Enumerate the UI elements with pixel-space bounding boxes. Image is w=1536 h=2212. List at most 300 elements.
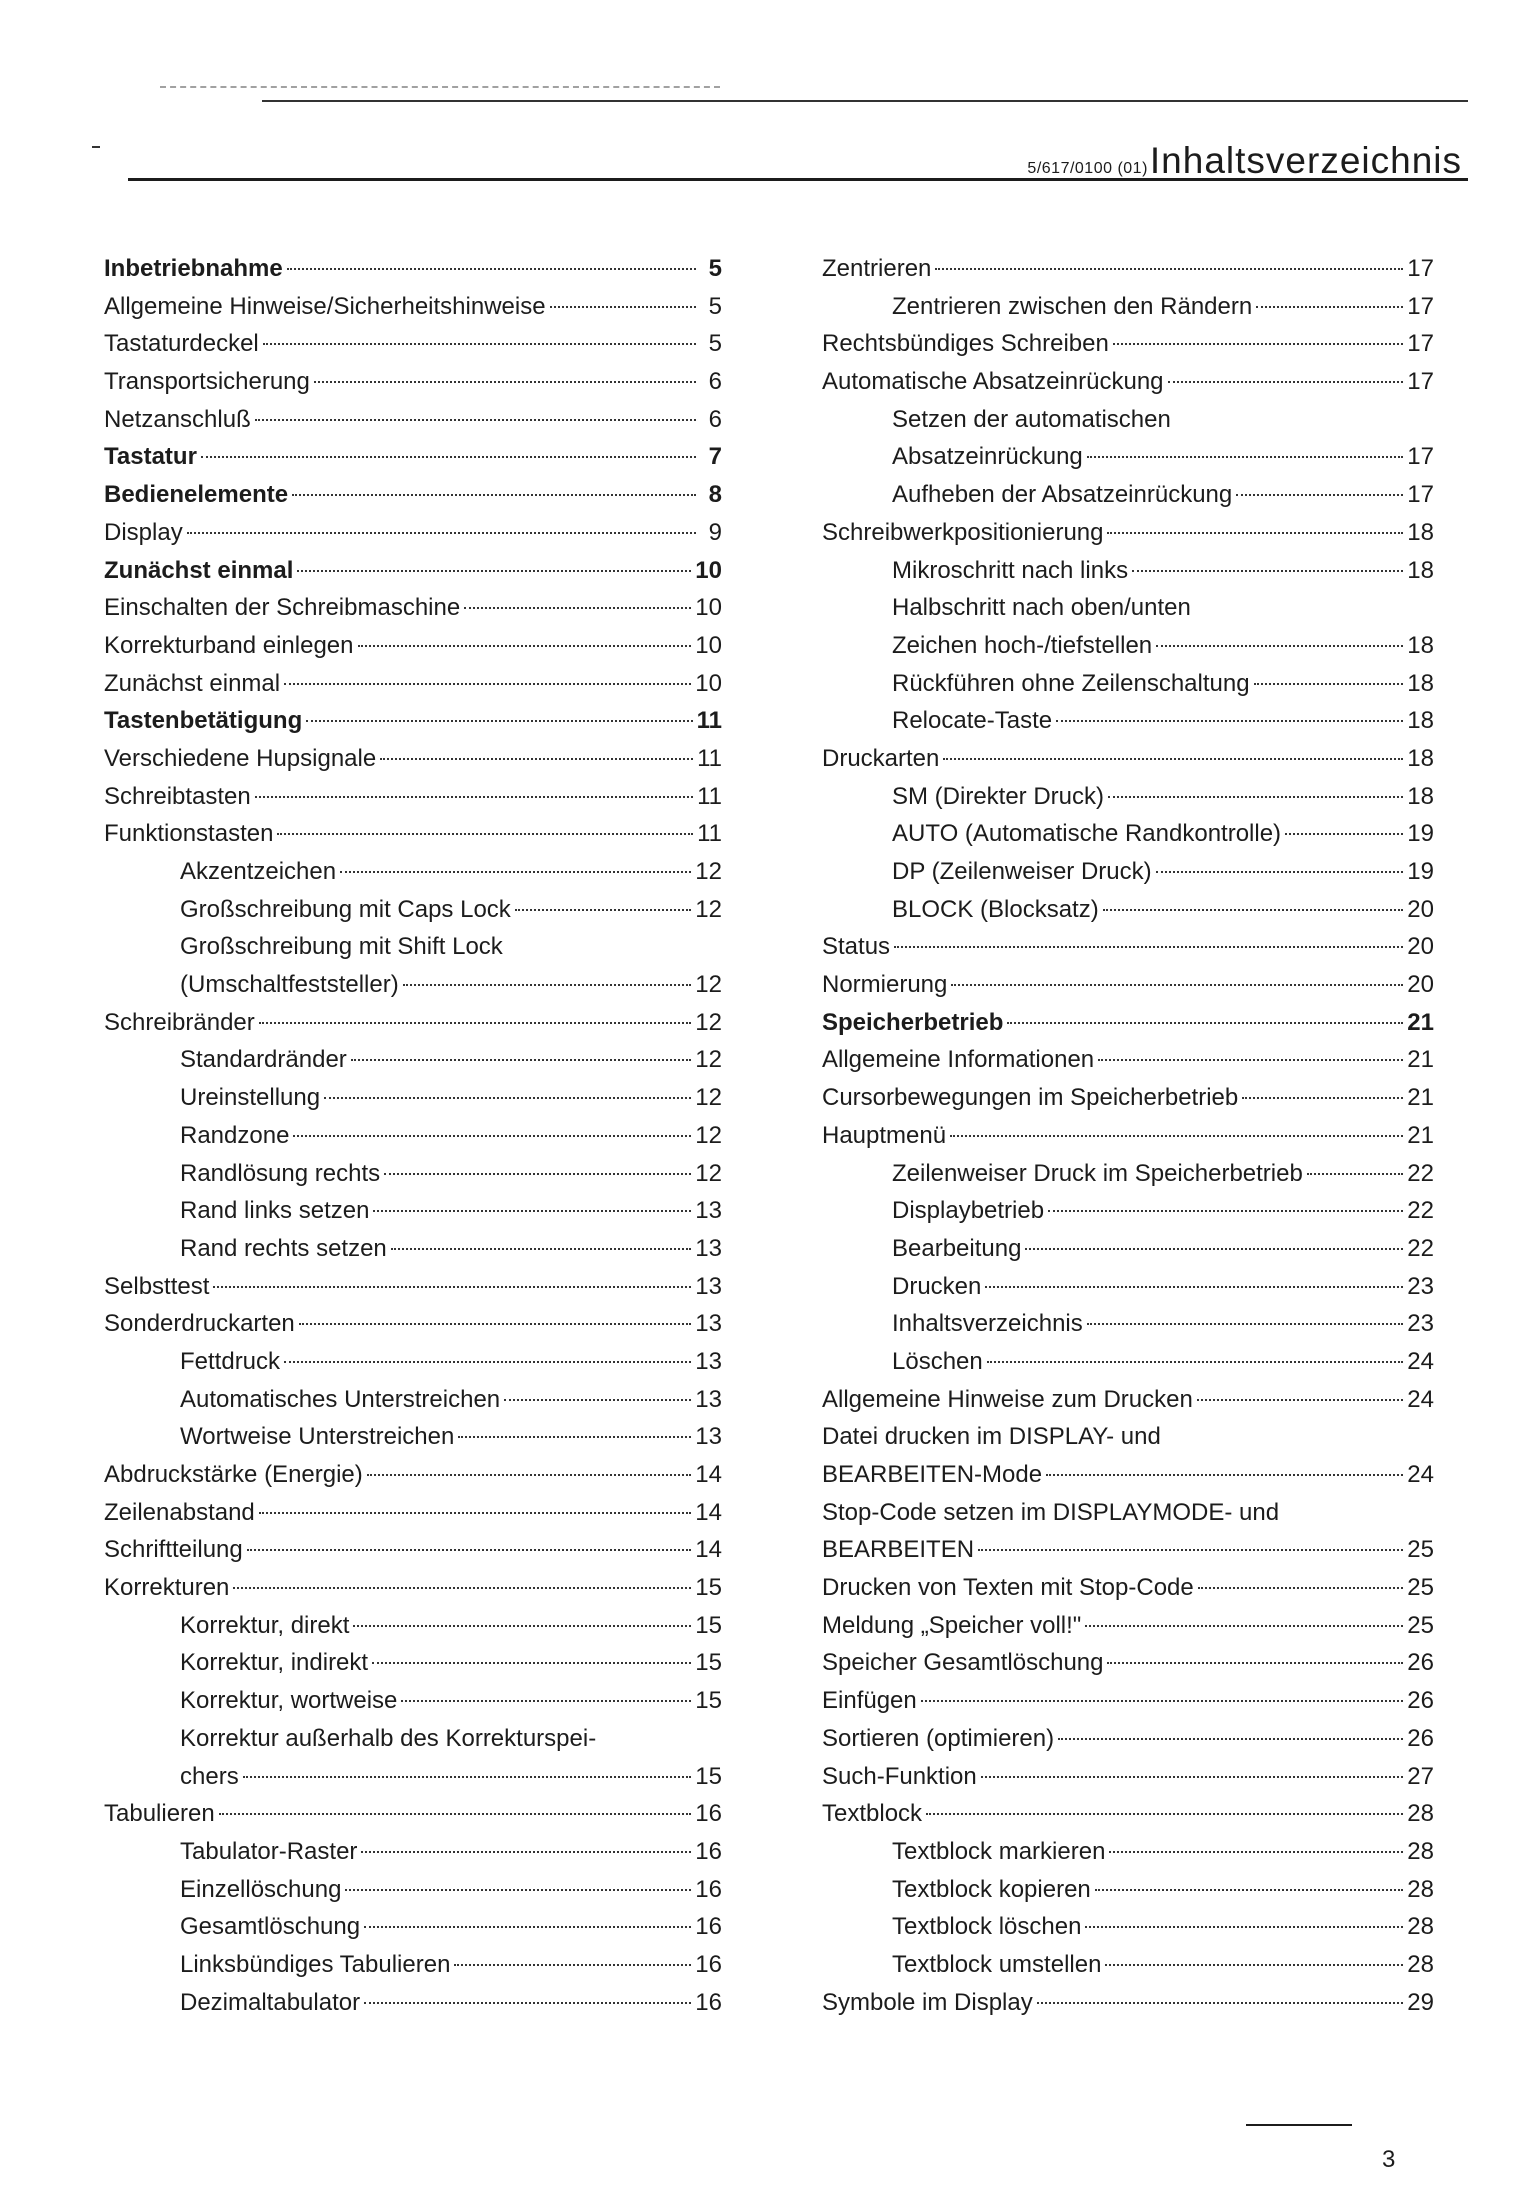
toc-leader-dots xyxy=(372,1662,691,1664)
toc-entry xyxy=(104,665,722,703)
toc-entry xyxy=(104,1041,722,1079)
toc-leader-dots xyxy=(1085,1926,1403,1928)
toc-entry-page: 8 xyxy=(708,481,722,509)
footer-rule xyxy=(1246,2124,1352,2126)
toc-leader-dots xyxy=(401,1700,691,1702)
toc-entry-page: 21 xyxy=(1407,1046,1434,1074)
toc-leader-dots xyxy=(1242,1097,1403,1099)
toc-entry xyxy=(104,476,722,514)
toc-entry xyxy=(104,1381,722,1419)
toc-entry-page: 25 xyxy=(1407,1611,1434,1639)
toc-leader-dots xyxy=(353,1625,691,1627)
toc-leader-dots xyxy=(1087,456,1404,458)
toc-entry-label: SM (Direkter Druck) xyxy=(892,782,1105,810)
toc-leader-dots xyxy=(284,1361,691,1363)
toc-entry-page: 17 xyxy=(1407,368,1434,396)
toc-entry-label: Zeichen hoch-/tiefstellen xyxy=(892,631,1153,659)
toc-leader-dots xyxy=(515,909,692,911)
toc-entry-page: 19 xyxy=(1407,820,1434,848)
toc-entry-page: 16 xyxy=(695,1837,722,1865)
toc-entry-page: 15 xyxy=(695,1762,722,1790)
toc-leader-dots xyxy=(306,720,692,722)
toc-entry xyxy=(822,1117,1434,1155)
toc-leader-dots xyxy=(1307,1173,1403,1175)
toc-entry xyxy=(822,966,1434,1004)
toc-entry-page: 6 xyxy=(708,368,722,396)
toc-entry-page: 20 xyxy=(1407,895,1434,923)
toc-leader-dots xyxy=(1058,1738,1403,1740)
toc-entry xyxy=(104,1682,722,1720)
toc-entry xyxy=(104,1531,722,1569)
toc-leader-dots xyxy=(1285,833,1403,835)
toc-entry xyxy=(104,1305,722,1343)
toc-entry xyxy=(104,1833,722,1871)
toc-entry-label: Wortweise Unterstreichen xyxy=(180,1423,455,1451)
toc-entry xyxy=(822,1720,1434,1758)
toc-entry-label: Einschalten der Schreibmaschine xyxy=(104,594,461,622)
toc-entry-label: Akzentzeichen xyxy=(180,858,337,885)
toc-entry-label: Halbschritt nach oben/unten xyxy=(892,594,1191,622)
toc-entry-page: 28 xyxy=(1407,1950,1434,1978)
toc-entry xyxy=(822,1004,1434,1042)
toc-entry xyxy=(104,1984,722,2022)
toc-entry xyxy=(822,1758,1434,1796)
toc-entry-page: 18 xyxy=(1407,631,1434,659)
toc-entry-label: Standardränder xyxy=(180,1046,347,1074)
toc-entry-page: 10 xyxy=(695,669,722,697)
toc-entry-page: 16 xyxy=(695,1950,722,1978)
toc-entry-label: Textblock löschen xyxy=(892,1913,1082,1941)
toc-entry-label: Hauptmenü xyxy=(822,1121,947,1149)
toc-leader-dots xyxy=(364,1926,691,1928)
toc-entry-page: 6 xyxy=(708,405,722,433)
toc-entry xyxy=(822,1305,1434,1343)
toc-leader-dots xyxy=(943,758,1403,760)
toc-leader-dots xyxy=(1107,532,1403,534)
toc-entry-page: 18 xyxy=(1407,782,1434,810)
toc-entry-label: Automatisches Unterstreichen xyxy=(180,1385,501,1413)
toc-entry-page: 10 xyxy=(695,556,722,584)
toc-entry xyxy=(822,288,1434,326)
toc-leader-dots xyxy=(1197,1399,1403,1401)
toc-entry xyxy=(822,1833,1434,1871)
toc-entry-page: 5 xyxy=(708,255,722,282)
toc-entry-label: Einfügen xyxy=(822,1687,917,1715)
toc-entry-label: Korrektur, direkt xyxy=(180,1611,350,1639)
toc-entry-label: Gesamtlöschung xyxy=(180,1913,361,1941)
toc-entry-label: Funktionstasten xyxy=(104,820,274,848)
toc-entry-label: Netzanschluß xyxy=(104,405,251,433)
toc-entry-label: Korrektur, indirekt xyxy=(180,1649,369,1677)
toc-entry-label: Transportsicherung xyxy=(104,368,310,396)
toc-entry-label: Automatische Absatzeinrückung xyxy=(822,368,1164,396)
toc-entry-page: 15 xyxy=(695,1649,722,1677)
toc-leader-dots xyxy=(921,1700,1404,1702)
toc-entry-label: Rechtsbündiges Schreiben xyxy=(822,330,1109,358)
toc-entry-page: 13 xyxy=(695,1272,722,1300)
toc-entry-page: 24 xyxy=(1407,1347,1434,1375)
toc-leader-dots xyxy=(1103,909,1404,911)
toc-entry-label: Relocate-Taste xyxy=(892,707,1053,735)
toc-entry-label: Inbetriebnahme xyxy=(104,255,283,282)
toc-entry xyxy=(822,1268,1434,1306)
toc-leader-dots xyxy=(255,796,693,798)
toc-entry-label: Sortieren (optimieren) xyxy=(822,1724,1055,1752)
toc-leader-dots xyxy=(454,1964,691,1966)
toc-entry-label: BLOCK (Blocksatz) xyxy=(892,895,1099,923)
toc-entry-label: Inhaltsverzeichnis xyxy=(892,1310,1083,1338)
toc-entry-label: AUTO (Automatische Randkontrolle) xyxy=(892,820,1282,848)
toc-entry-page: 14 xyxy=(695,1461,722,1488)
toc-entry xyxy=(822,1795,1434,1833)
toc-entry-page: 12 xyxy=(695,1159,722,1187)
toc-entry xyxy=(104,1908,722,1946)
toc-entry-page: 18 xyxy=(1407,669,1434,697)
toc-leader-dots xyxy=(201,456,696,458)
toc-leader-dots xyxy=(1095,1889,1404,1891)
toc-entry-label: Displaybetrieb xyxy=(892,1197,1045,1225)
toc-leader-dots xyxy=(255,419,696,421)
toc-entry-label: Tastaturdeckel xyxy=(104,330,259,358)
toc-entry xyxy=(104,363,722,401)
toc-entry xyxy=(104,966,722,1004)
toc-entry-page: 5 xyxy=(708,330,722,358)
toc-entry xyxy=(104,325,722,363)
toc-entry-page: 14 xyxy=(695,1536,722,1564)
toc-entry-page: 19 xyxy=(1407,858,1434,885)
toc-entry-label: Randzone xyxy=(180,1121,290,1149)
toc-entry-page: 26 xyxy=(1407,1724,1434,1752)
toc-entry-page: 15 xyxy=(695,1574,722,1602)
toc-entry-page: 21 xyxy=(1407,1008,1434,1036)
toc-entry-label: (Umschaltfeststeller) xyxy=(180,971,399,999)
toc-entry xyxy=(822,1230,1434,1268)
toc-leader-dots xyxy=(1046,1474,1403,1476)
toc-entry xyxy=(822,627,1434,665)
toc-entry-page: 18 xyxy=(1407,556,1434,584)
toc-entry-page: 15 xyxy=(695,1687,722,1715)
toc-entry-page: 13 xyxy=(695,1197,722,1225)
toc-entry-label: Korrektur, wortweise xyxy=(180,1687,398,1715)
toc-entry xyxy=(822,1494,1434,1532)
toc-entry-label: Tastatur xyxy=(104,443,197,471)
toc-leader-dots xyxy=(364,2002,691,2004)
toc-entry xyxy=(822,363,1434,401)
toc-leader-dots xyxy=(287,268,696,270)
toc-entry xyxy=(822,1682,1434,1720)
toc-leader-dots xyxy=(361,1851,691,1853)
toc-left-column xyxy=(104,250,722,2021)
toc-entry xyxy=(104,1004,722,1042)
toc-leader-dots xyxy=(1254,683,1404,685)
toc-entry-page: 11 xyxy=(697,782,722,810)
toc-entry-label: Druckarten xyxy=(822,744,940,772)
toc-entry-label: Drucken xyxy=(892,1272,982,1300)
toc-entry xyxy=(104,627,722,665)
toc-leader-dots xyxy=(358,645,692,647)
toc-entry xyxy=(104,1569,722,1607)
toc-leader-dots xyxy=(314,381,696,383)
margin-mark xyxy=(92,146,100,148)
toc-entry-page: 16 xyxy=(695,1800,722,1828)
toc-leader-dots xyxy=(951,984,1403,986)
toc-entry-label: Stop-Code setzen im DISPLAYMODE- und xyxy=(822,1498,1280,1526)
toc-entry-page: 23 xyxy=(1407,1310,1434,1338)
toc-entry-page: 18 xyxy=(1407,744,1434,772)
toc-entry xyxy=(822,401,1434,439)
toc-entry xyxy=(822,438,1434,476)
toc-entry-page: 12 xyxy=(695,971,722,999)
toc-entry xyxy=(104,928,722,966)
toc-entry-label: Status xyxy=(822,933,891,961)
toc-entry-page: 12 xyxy=(695,858,722,885)
toc-entry-label: Allgemeine Hinweise/Sicherheitshinweise xyxy=(104,292,546,320)
toc-leader-dots xyxy=(464,607,691,609)
toc-entry-label: Einzellöschung xyxy=(180,1875,342,1903)
toc-entry-label: Linksbündiges Tabulieren xyxy=(180,1950,451,1978)
toc-entry xyxy=(104,891,722,929)
toc-entry-page: 21 xyxy=(1407,1084,1434,1112)
toc-entry-label: Schriftteilung xyxy=(104,1536,243,1564)
toc-entry-page: 12 xyxy=(695,1084,722,1112)
toc-entry xyxy=(104,1155,722,1193)
toc-entry-label: chers xyxy=(180,1762,239,1790)
toc-entry xyxy=(104,1079,722,1117)
toc-leader-dots xyxy=(458,1436,691,1438)
toc-entry xyxy=(822,665,1434,703)
toc-entry-label: Abdruckstärke (Energie) xyxy=(104,1461,363,1488)
toc-entry xyxy=(822,325,1434,363)
toc-entry-label: Textblock umstellen xyxy=(892,1950,1102,1978)
toc-entry-label: Allgemeine Informationen xyxy=(822,1046,1095,1074)
toc-leader-dots xyxy=(351,1059,692,1061)
toc-entry xyxy=(822,778,1434,816)
toc-leader-dots xyxy=(935,268,1403,270)
toc-entry-label: Absatzeinrückung xyxy=(892,443,1083,471)
toc-entry xyxy=(822,1079,1434,1117)
toc-leader-dots xyxy=(324,1097,691,1099)
toc-leader-dots xyxy=(292,494,696,496)
toc-entry xyxy=(104,552,722,590)
toc-leader-dots xyxy=(233,1587,691,1589)
toc-entry-label: Randlösung rechts xyxy=(180,1159,381,1187)
toc-entry-label: Datei drucken im DISPLAY- und xyxy=(822,1423,1161,1451)
toc-right-column xyxy=(822,250,1434,2021)
toc-entry-label: Tabulator-Raster xyxy=(180,1837,358,1865)
toc-entry xyxy=(104,740,722,778)
toc-entry xyxy=(822,1531,1434,1569)
toc-entry xyxy=(822,928,1434,966)
toc-leader-dots xyxy=(263,343,696,345)
toc-entry xyxy=(104,438,722,476)
page-title: Inhaltsverzeichnis xyxy=(1149,140,1462,181)
toc-entry-page: 24 xyxy=(1407,1385,1434,1413)
toc-entry-label: BEARBEITEN-Mode xyxy=(822,1461,1043,1488)
toc-entry-page: 13 xyxy=(695,1347,722,1375)
toc-entry-page: 12 xyxy=(695,895,722,923)
toc-entry-page: 11 xyxy=(696,707,722,735)
toc-entry-page: 15 xyxy=(695,1611,722,1639)
toc-entry xyxy=(822,891,1434,929)
toc-leader-dots xyxy=(1256,306,1403,308)
toc-entry-page: 12 xyxy=(695,1046,722,1074)
toc-leader-dots xyxy=(373,1210,691,1212)
toc-leader-dots xyxy=(1198,1587,1404,1589)
toc-leader-dots xyxy=(213,1286,691,1288)
toc-leader-dots xyxy=(1056,720,1403,722)
toc-entry-page: 22 xyxy=(1407,1197,1434,1225)
toc-entry xyxy=(822,1607,1434,1645)
toc-entry-label: Textblock kopieren xyxy=(892,1875,1091,1903)
toc-leader-dots xyxy=(1037,2002,1404,2004)
toc-leader-dots xyxy=(504,1399,691,1401)
toc-entry-page: 17 xyxy=(1407,330,1434,358)
toc-entry-page: 28 xyxy=(1407,1800,1434,1828)
toc-entry-page: 25 xyxy=(1407,1574,1434,1602)
toc-entry-page: 16 xyxy=(695,1988,722,2016)
toc-entry xyxy=(104,1644,722,1682)
toc-entry-label: Dezimaltabulator xyxy=(180,1988,361,2016)
page-number: 3 xyxy=(1382,2146,1396,2173)
toc-entry-page: 12 xyxy=(695,1121,722,1149)
toc-entry-label: Meldung „Speicher voll!" xyxy=(822,1611,1082,1639)
toc-leader-dots xyxy=(297,570,691,572)
toc-entry-label: Fettdruck xyxy=(180,1347,281,1375)
toc-entry-page: 28 xyxy=(1407,1913,1434,1941)
toc-entry xyxy=(822,552,1434,590)
toc-entry-label: BEARBEITEN xyxy=(822,1536,975,1564)
toc-entry xyxy=(104,589,722,627)
toc-entry xyxy=(104,1946,722,1984)
toc-leader-dots xyxy=(1107,1662,1403,1664)
top-rule xyxy=(262,100,1468,102)
toc-entry xyxy=(822,853,1434,891)
toc-leader-dots xyxy=(1108,796,1403,798)
header-rule xyxy=(128,178,1468,181)
toc-entry xyxy=(104,1720,722,1758)
toc-entry xyxy=(104,853,722,891)
toc-entry xyxy=(104,514,722,552)
toc-entry xyxy=(104,1456,722,1494)
toc-leader-dots xyxy=(345,1889,691,1891)
toc-leader-dots xyxy=(1156,871,1404,873)
toc-entry xyxy=(822,250,1434,288)
toc-entry xyxy=(822,1418,1434,1456)
toc-leader-dots xyxy=(985,1286,1403,1288)
toc-leader-dots xyxy=(391,1248,692,1250)
toc-entry xyxy=(822,1343,1434,1381)
toc-leader-dots xyxy=(550,306,696,308)
toc-entry-page: 18 xyxy=(1407,518,1434,546)
toc-entry-label: Setzen der automatischen xyxy=(892,405,1171,433)
toc-entry xyxy=(104,1494,722,1532)
toc-entry-label: Ureinstellung xyxy=(180,1084,321,1112)
toc-entry xyxy=(822,589,1434,627)
toc-entry xyxy=(104,1230,722,1268)
toc-leader-dots xyxy=(894,946,1403,948)
toc-entry-page: 11 xyxy=(697,820,722,848)
toc-entry xyxy=(822,1456,1434,1494)
toc-entry xyxy=(822,1908,1434,1946)
toc-entry-page: 13 xyxy=(695,1234,722,1262)
toc-leader-dots xyxy=(1085,1625,1403,1627)
toc-entry-label: Speicherbetrieb xyxy=(822,1008,1004,1036)
toc-entry-label: Speicher Gesamtlöschung xyxy=(822,1649,1104,1677)
toc-leader-dots xyxy=(293,1135,691,1137)
toc-entry xyxy=(104,1268,722,1306)
toc-entry-label: Tastenbetätigung xyxy=(104,707,303,735)
toc-entry-label: Großschreibung mit Caps Lock xyxy=(180,895,511,923)
toc-entry-page: 28 xyxy=(1407,1875,1434,1903)
toc-leader-dots xyxy=(1132,570,1403,572)
toc-entry-label: Verschiedene Hupsignale xyxy=(104,744,377,772)
toc-entry xyxy=(104,1117,722,1155)
toc-entry-label: Korrekturen xyxy=(104,1574,230,1602)
toc-entry xyxy=(104,702,722,740)
toc-entry-page: 20 xyxy=(1407,971,1434,999)
toc-leader-dots xyxy=(1236,494,1403,496)
toc-entry xyxy=(104,815,722,853)
toc-entry-page: 28 xyxy=(1407,1837,1434,1865)
toc-entry xyxy=(104,1192,722,1230)
toc-leader-dots xyxy=(1168,381,1404,383)
toc-entry xyxy=(104,401,722,439)
toc-entry-page: 17 xyxy=(1407,443,1434,471)
toc-entry xyxy=(104,778,722,816)
toc-entry-label: Normierung xyxy=(822,971,948,999)
toc-entry-label: Schreibwerkpositionierung xyxy=(822,518,1104,546)
toc-entry xyxy=(822,1041,1434,1079)
toc-entry-page: 20 xyxy=(1407,933,1434,961)
toc-leader-dots xyxy=(277,833,693,835)
toc-entry xyxy=(104,1343,722,1381)
toc-entry-label: Cursorbewegungen im Speicherbetrieb xyxy=(822,1084,1239,1112)
toc-entry-label: Rückführen ohne Zeilenschaltung xyxy=(892,669,1250,697)
toc-entry-page: 12 xyxy=(695,1008,722,1036)
toc-entry-label: Aufheben der Absatzeinrückung xyxy=(892,481,1233,509)
toc-leader-dots xyxy=(1048,1210,1403,1212)
toc-entry-page: 22 xyxy=(1407,1159,1434,1187)
toc-leader-dots xyxy=(1156,645,1403,647)
toc-leader-dots xyxy=(247,1549,692,1551)
toc-entry-page: 26 xyxy=(1407,1687,1434,1715)
toc-entry-page: 21 xyxy=(1407,1121,1434,1149)
toc-leader-dots xyxy=(1109,1851,1403,1853)
toc-entry-label: Bedienelemente xyxy=(104,481,289,509)
scan-artifact-line xyxy=(160,86,720,88)
toc-entry xyxy=(822,1871,1434,1909)
toc-entry xyxy=(104,1758,722,1796)
toc-entry-page: 16 xyxy=(695,1913,722,1941)
toc-leader-dots xyxy=(384,1173,691,1175)
toc-entry-page: 10 xyxy=(695,631,722,659)
toc-entry-page: 17 xyxy=(1407,292,1434,320)
toc-leader-dots xyxy=(219,1813,692,1815)
toc-entry-page: 24 xyxy=(1407,1461,1434,1488)
toc-leader-dots xyxy=(950,1135,1403,1137)
toc-entry-page: 25 xyxy=(1407,1536,1434,1564)
toc-entry xyxy=(822,1644,1434,1682)
toc-entry xyxy=(104,250,722,288)
toc-entry xyxy=(822,476,1434,514)
toc-entry-label: Zeilenweiser Druck im Speicherbetrieb xyxy=(892,1159,1303,1187)
toc-entry-label: Rand rechts setzen xyxy=(180,1234,387,1262)
toc-entry-page: 5 xyxy=(708,292,722,320)
toc-leader-dots xyxy=(367,1474,692,1476)
toc-entry-page: 26 xyxy=(1407,1649,1434,1677)
toc-entry-page: 10 xyxy=(695,594,722,622)
toc-leader-dots xyxy=(978,1549,1403,1551)
